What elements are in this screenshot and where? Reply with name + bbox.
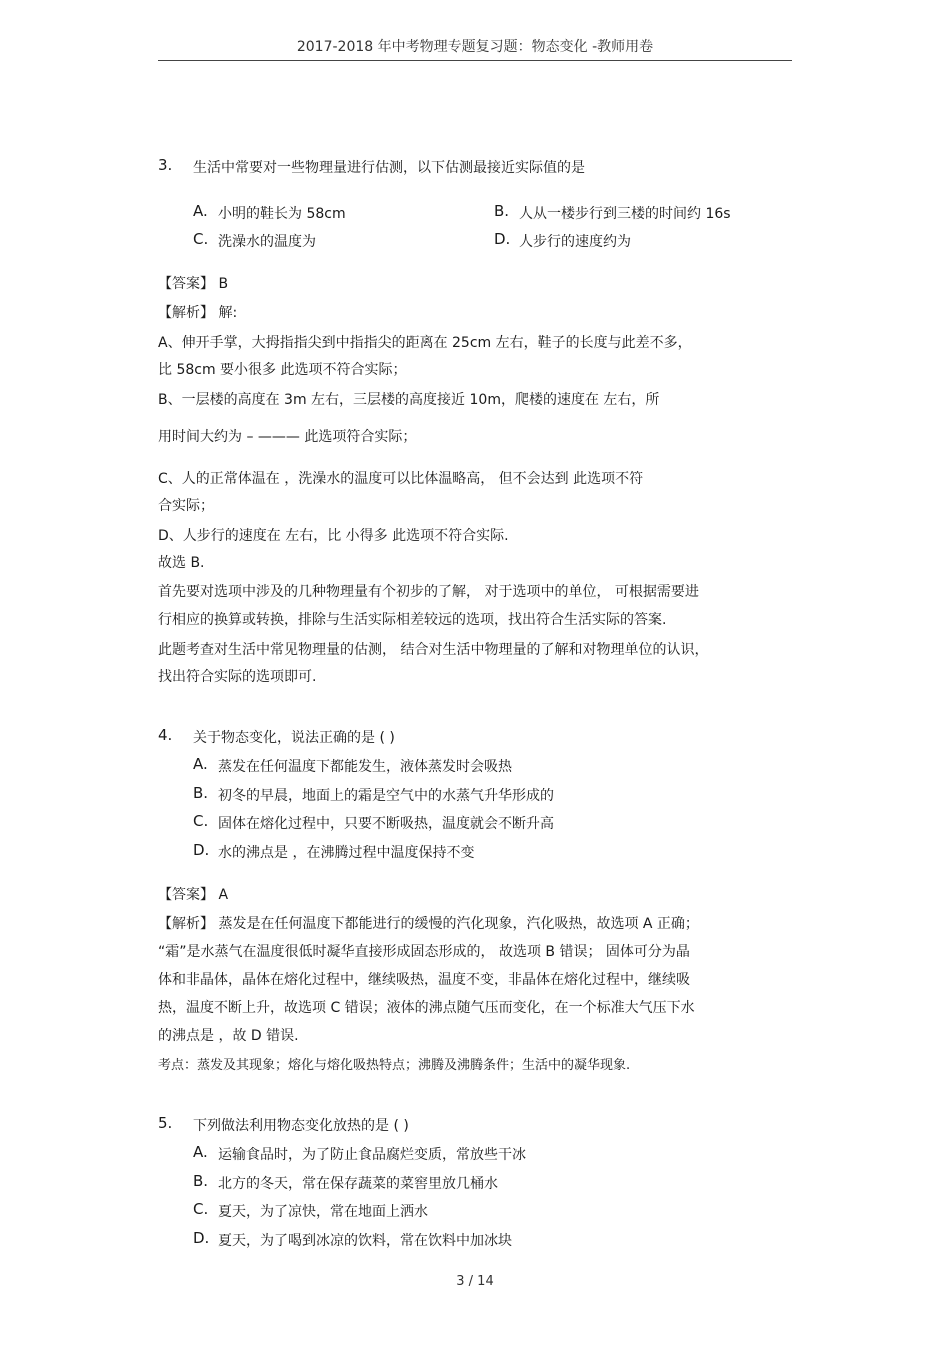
question-4-option-b-letter: B. [193,784,209,802]
question-3-option-b: 人从一楼步行到三楼的时间约 16s [519,206,731,222]
question-3-stem: 生活中常要对一些物理量进行估测，以下估测最接近实际值的是 [193,160,585,176]
question-5-option-a: 运输食品时，为了防止食品腐烂变质，常放些干冰 [218,1147,526,1163]
question-4-option-b: 初冬的早晨，地面上的霜是空气中的水蒸气升华形成的 [218,788,554,804]
question-5-option-b: 北方的冬天，常在保存蔬菜的菜窖里放几桶水 [218,1176,498,1192]
question-5-option-b-letter: B. [193,1172,209,1190]
question-5-option-d: 夏天，为了喝到冰凉的饮料，常在饮料中加冰块 [218,1233,512,1249]
analysis-line: B、一层楼的高度在 3m 左右，三层楼的高度接近 10m，爬楼的速度在 左右，所 [158,392,660,408]
question-5-stem: 下列做法利用物态变化放热的是 ( ) [193,1118,409,1134]
analysis-line: 用时间大约为 – ——— 此选项符合实际； [158,429,417,445]
question-4-stem: 关于物态变化，说法正确的是 ( ) [193,730,395,746]
question-4-option-a: 蒸发在任何温度下都能发生，液体蒸发时会吸热 [218,759,512,775]
question-4-option-d-letter: D. [193,841,210,859]
header-rule [158,60,792,61]
question-4-number: 4. [158,726,173,744]
question-4-option-a-letter: A. [193,755,208,773]
question-3-answer: 【答案】 B [158,276,229,292]
question-5-option-c-letter: C. [193,1200,209,1218]
page-header: 2017-2018 年中考物理专题复习题：物态变化 -教师用卷 [296,39,654,55]
analysis-line: 故选 B. [158,555,205,571]
question-3-option-a: 小明的鞋长为 58cm [218,206,346,222]
analysis-line: 找出符合实际的选项即可. [158,669,317,685]
analysis-line: A、伸开手掌，大拇指指尖到中指指尖的距离在 25cm 左右，鞋子的长度与此差不多， [158,335,692,351]
question-5-number: 5. [158,1114,173,1132]
question-3-option-a-letter: A. [193,202,208,220]
question-4-answer: 【答案】 A [158,887,229,903]
analysis-line: 的沸点是 ，故 D 错误. [158,1028,299,1044]
question-4-option-c-letter: C. [193,812,209,830]
question-4-option-d: 水的沸点是 ，在沸腾过程中温度保持不变 [218,845,475,861]
analysis-line: D、人步行的速度在 左右，比 小得多 此选项不符合实际. [158,528,509,544]
analysis-line: 体和非晶体，晶体在熔化过程中，继续吸热，温度不变，非晶体在熔化过程中，继续吸 [158,972,690,988]
page-number: 3 / 14 [456,1274,494,1289]
question-3-option-b-letter: B. [494,202,510,220]
question-3-option-c: 洗澡水的温度为 [218,234,316,250]
analysis-line: 首先要对选项中涉及的几种物理量有个初步的了解， 对于选项中的单位， 可根据需要进 [158,584,699,600]
analysis-line: C、人的正常体温在 ，洗澡水的温度可以比体温略高， 但不会达到 此选项不符 [158,471,644,487]
question-3-number: 3. [158,156,173,174]
question-5-option-c: 夏天，为了凉快，常在地面上洒水 [218,1204,428,1220]
analysis-line: 此题考查对生活中常见物理量的估测， 结合对生活中物理量的了解和对物理单位的认识， [158,642,709,658]
question-3-option-c-letter: C. [193,230,209,248]
analysis-line: “霜”是水蒸气在温度很低时凝华直接形成固态形成的， 故选项 B 错误； 固体可分为晶 [158,944,690,960]
analysis-line: 热，温度不断上升，故选项 C 错误；液体的沸点随气压而变化，在一个标准大气压下水 [158,1000,695,1016]
analysis-line: 合实际； [158,498,214,514]
question-5-option-a-letter: A. [193,1143,208,1161]
question-3-option-d: 人步行的速度约为 [519,234,631,250]
analysis-line: 比 58cm 要小很多 此选项不符合实际； [158,362,407,378]
question-5-option-d-letter: D. [193,1229,210,1247]
analysis-line: 考点：蒸发及其现象；熔化与熔化吸热特点；沸腾及沸腾条件；生活中的凝华现象. [158,1058,631,1073]
question-4-option-c: 固体在熔化过程中，只要不断吸热，温度就会不断升高 [218,816,554,832]
analysis-line: 行相应的换算或转换，排除与生活实际相差较远的选项，找出符合生活实际的答案. [158,612,667,628]
analysis-line: 【解析】 解: [158,305,238,321]
analysis-line: 【解析】 蒸发是在任何温度下都能进行的缓慢的汽化现象，汽化吸热，故选项 A 正确； [158,916,699,932]
question-3-option-d-letter: D. [494,230,511,248]
